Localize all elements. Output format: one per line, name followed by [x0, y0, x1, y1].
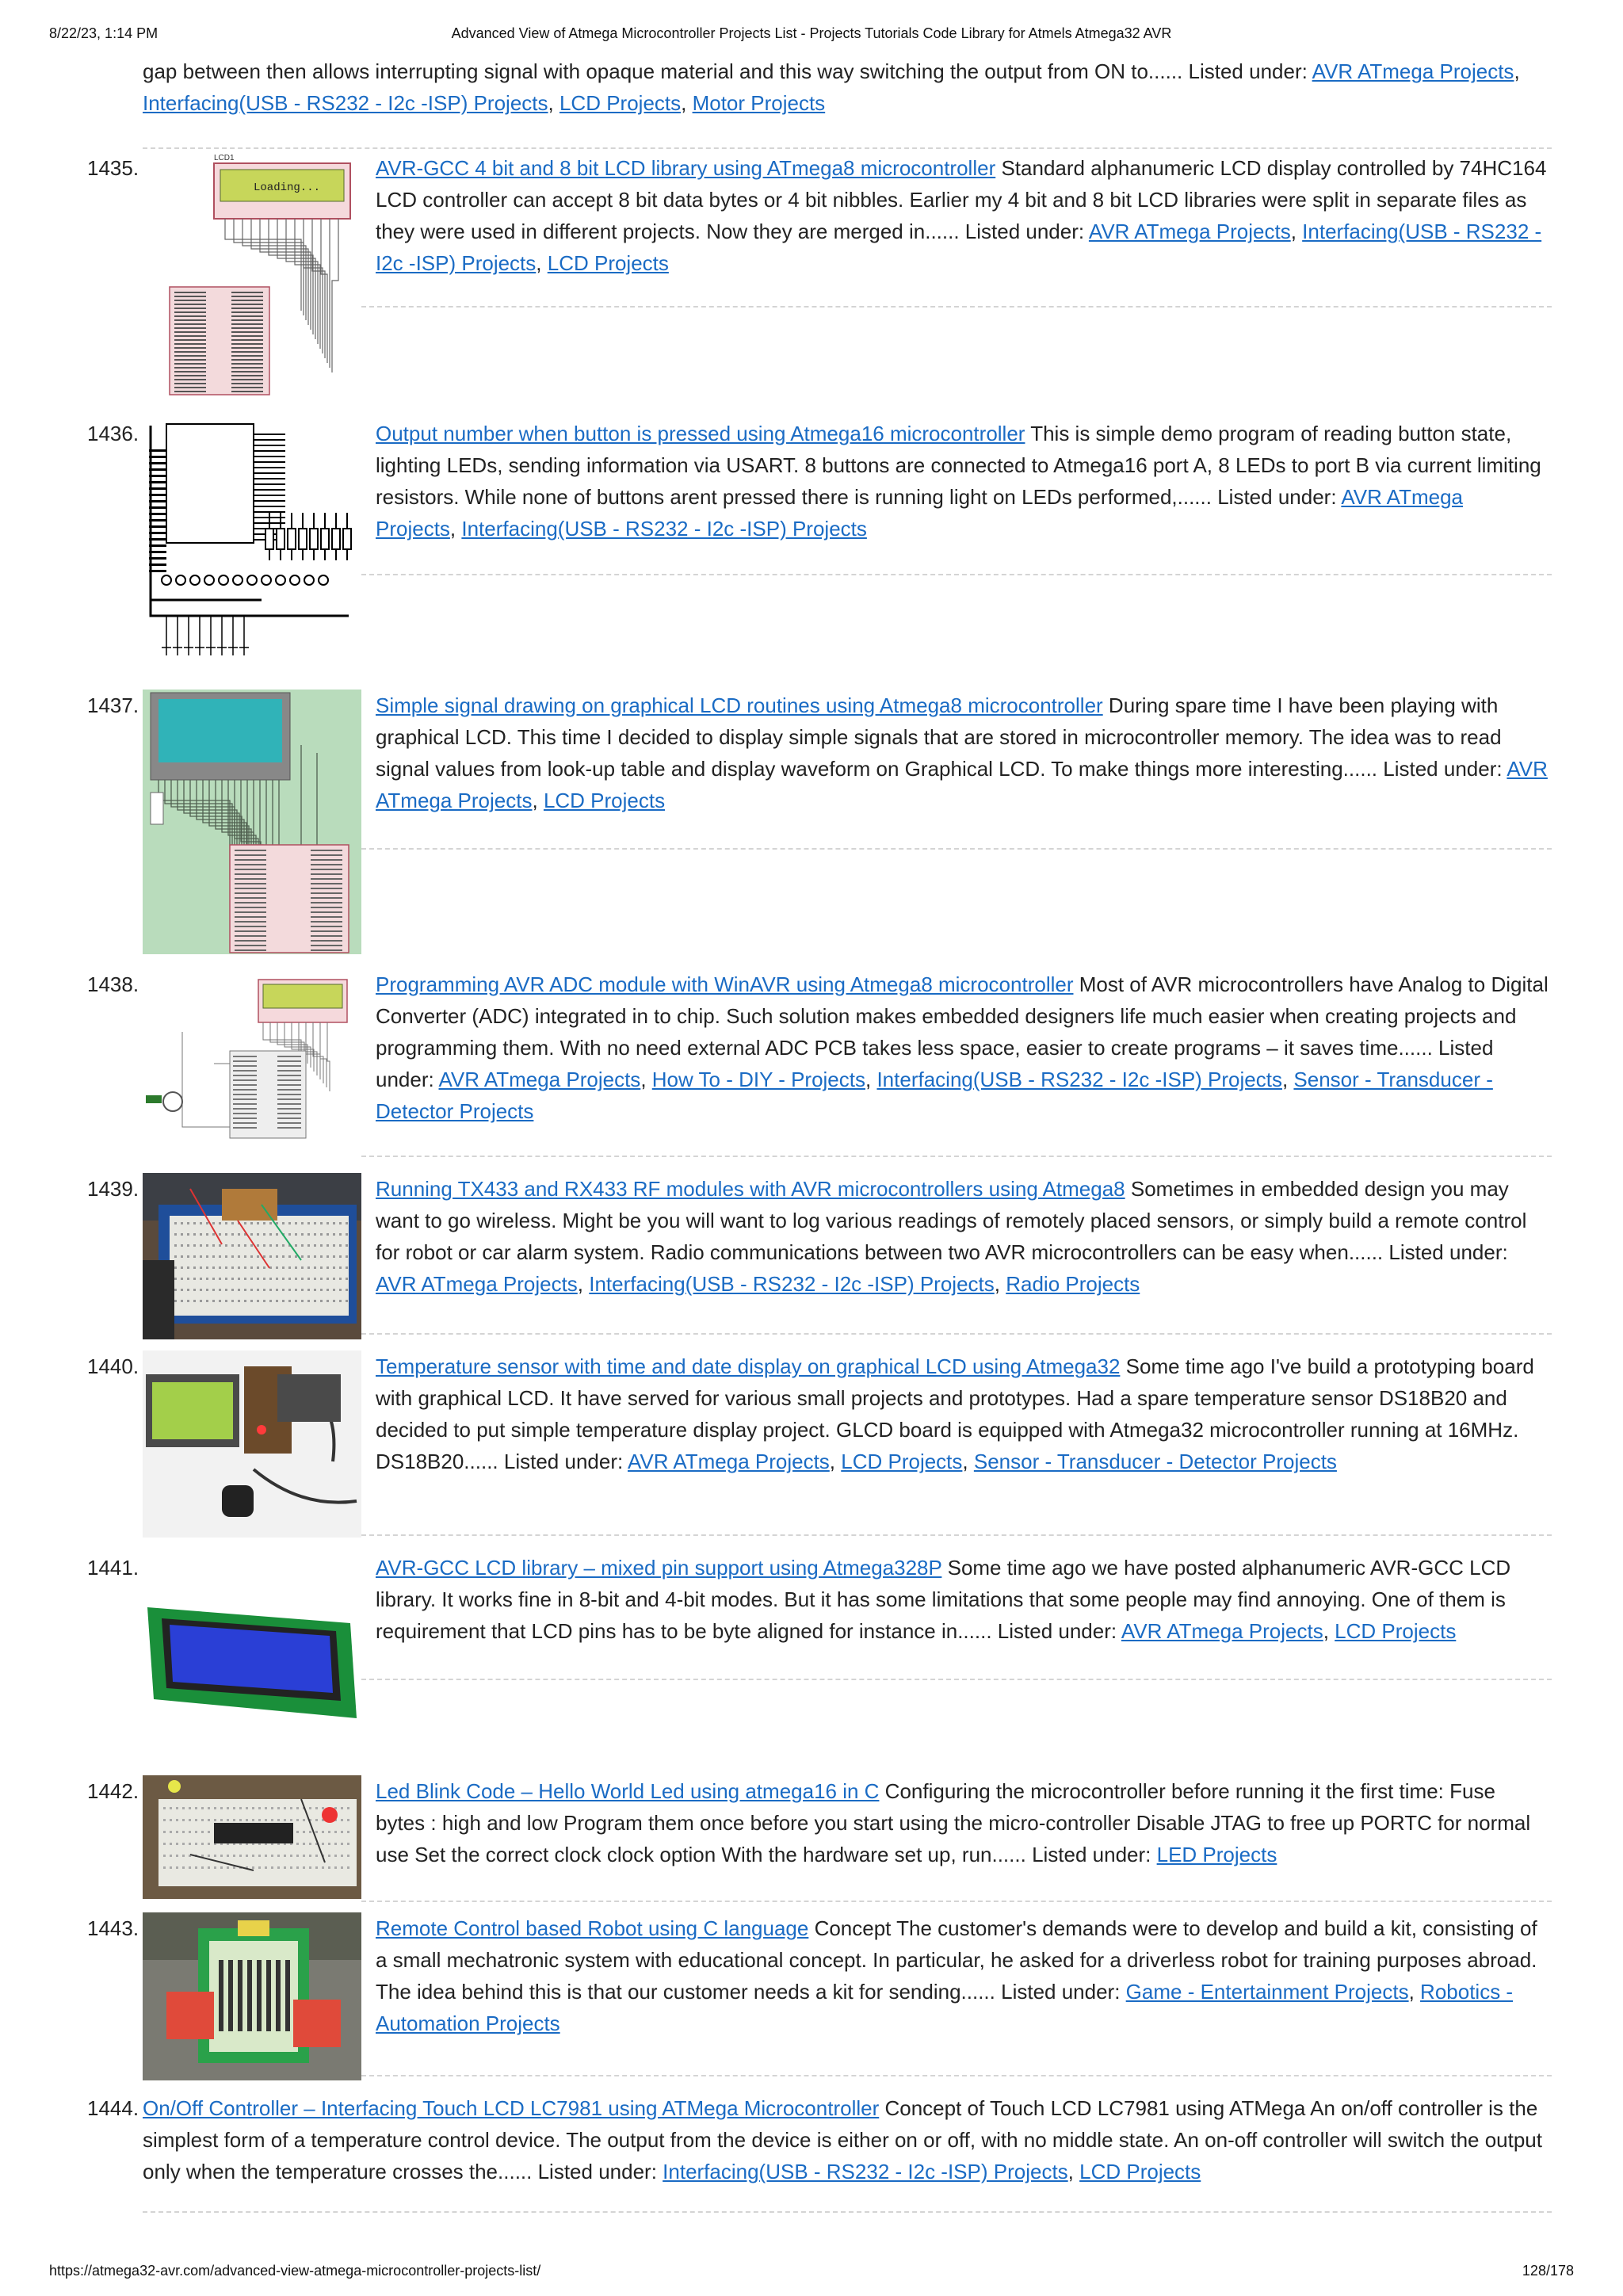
category-list: AVR ATmega Projects, LCD Projects [1121, 1619, 1457, 1643]
entry-number: 1442. [87, 1779, 139, 1803]
category-link[interactable]: Robotics - Automation Projects [376, 1980, 1514, 2035]
print-footer [49, 2263, 1574, 2285]
project-thumbnail[interactable] [143, 1173, 361, 1339]
category-link[interactable]: AVR ATmega Projects [628, 1450, 830, 1473]
entry-body [143, 2092, 1552, 2187]
category-link[interactable]: AVR ATmega Projects [1088, 220, 1291, 243]
category-link[interactable]: Interfacing(USB - RS232 - I2c -ISP) Projects [376, 220, 1542, 275]
project-description: Concept The customer's demands were to develop and build a kit, consisting of a small mechatronic system with educational concept. In particular, he asked for a driverless robot for training purposes abroad. The idea behind this is that our customer needs a kit for sending...... [376, 1916, 1537, 2004]
category-list: AVR ATmega Projects, LCD Projects, Sensor - Transducer - Detector Projects [628, 1450, 1337, 1473]
category-list: Game - Entertainment Projects, Robotics - Automation Projects [376, 1980, 1514, 2035]
category-list: AVR ATmega Projects, Interfacing(USB - RS232 - I2c -ISP) Projects, LCD Projects [376, 220, 1542, 275]
entry-number: 1437. [87, 693, 139, 717]
entry-body [376, 1350, 1549, 1477]
category-link[interactable]: LED Projects [1156, 1843, 1277, 1866]
print-date: 8/22/23, 1:14 PM [49, 25, 158, 41]
entry-number: 1444. [87, 2096, 139, 2120]
category-link[interactable]: LCD Projects [547, 251, 669, 275]
category-link[interactable]: Sensor - Transducer - Detector Projects [376, 1068, 1493, 1123]
entry-number: 1440. [87, 1354, 139, 1378]
listed-under-label: Listed under: [537, 2160, 663, 2183]
divider [361, 306, 1552, 308]
category-link[interactable]: LCD Projects [1079, 2160, 1201, 2183]
category-link[interactable]: AVR ATmega Projects [1312, 59, 1514, 83]
entry-body [376, 1552, 1549, 1647]
page-counter: 128/178 [1522, 2263, 1574, 2279]
project-thumbnail[interactable] [143, 968, 361, 1154]
category-link[interactable]: Radio Projects [1006, 1272, 1140, 1296]
listed-under-label: Listed under: [1217, 485, 1342, 509]
project-description: Configuring the microcontroller before running it the first time: Fuse bytes : high and low Program them once before you start using the micro-controller Disable JTAG to free up PORTC for normal use Set the correct clock clock option With the hardware set up, run...... [376, 1779, 1531, 1866]
entry-number: 1439. [87, 1177, 139, 1201]
category-link[interactable]: How To - DIY - Projects [651, 1068, 865, 1091]
divider [361, 848, 1552, 850]
listed-under-label: Listed under: [1001, 1980, 1126, 2004]
category-list: Interfacing(USB - RS232 - I2c -ISP) Projects, LCD Projects [663, 2160, 1201, 2183]
category-list: AVR ATmega Projects, How To - DIY - Projects, Interfacing(USB - RS232 - I2c -ISP) Projects, Sensor - Transducer - Detector Projects [376, 1068, 1493, 1123]
divider [143, 147, 1552, 149]
entry-number: 1436. [87, 422, 139, 445]
category-list: AVR ATmega Projects, LCD Projects [376, 757, 1548, 812]
listed-under-label: Listed under: [964, 220, 1089, 243]
category-link[interactable]: LCD Projects [841, 1450, 963, 1473]
project-title-link[interactable]: AVR-GCC 4 bit and 8 bit LCD library using ATmega8 microcontroller [376, 156, 996, 180]
category-link[interactable]: Interfacing(USB - RS232 - I2c -ISP) Projects [461, 517, 867, 541]
project-thumbnail[interactable] [143, 1775, 361, 1899]
category-link[interactable]: AVR ATmega Projects [376, 757, 1548, 812]
project-title-link[interactable]: Running TX433 and RX433 RF modules with AVR microcontrollers using Atmega8 [376, 1177, 1125, 1201]
category-link[interactable]: LCD Projects [1335, 1619, 1457, 1643]
entry-body [376, 1912, 1549, 2039]
entry-body [376, 418, 1549, 544]
project-description: Some time ago we have posted alphanumeric AVR-GCC LCD library. It works fine in 8-bit and 4-bit modes. But it has some limitations that some people may find annoying. One of them is requirement that LCD pins has to be byte aligned for instance in...... [376, 1556, 1511, 1643]
project-title-link[interactable]: Temperature sensor with time and date display on graphical LCD using Atmega32 [376, 1354, 1121, 1378]
divider [361, 1534, 1552, 1536]
project-title-link[interactable]: Remote Control based Robot using C language [376, 1916, 809, 1940]
entry-body [376, 152, 1549, 279]
entry-number: 1438. [87, 972, 139, 996]
project-title-link[interactable]: On/Off Controller – Interfacing Touch LCD LC7981 using ATMega Microcontroller [143, 2096, 880, 2120]
print-page-title: Advanced View of Atmega Microcontroller Projects List - Projects Tutorials Code Library for Atmels Atmega32 AVR [451, 25, 1172, 41]
listed-under-label: Listed under: [1188, 59, 1308, 83]
category-link[interactable]: Interfacing(USB - RS232 - I2c -ISP) Projects [876, 1068, 1282, 1091]
listed-under-label: Listed under: [503, 1450, 628, 1473]
project-thumbnail[interactable] [143, 152, 361, 398]
project-title-link[interactable]: Simple signal drawing on graphical LCD routines using Atmega8 microcontroller [376, 693, 1103, 717]
project-description: Most of AVR microcontrollers have Analog to Digital Converter (ADC) integrated in to chip. Such solution makes embedded designers life much easier when creating projects and programming them. With no need external ADC PCB takes less space, easier to create programs – it saves time...... [376, 972, 1549, 1060]
intro-continuation [143, 55, 1553, 119]
entry-body [376, 1173, 1549, 1300]
project-description: Standard alphanumeric LCD display controlled by 74HC164 LCD controller can accept 8 bit data bytes or 4 bit nibbles. Earlier my 4 bit and 8 bit LCD libraries were split in separate files as they were used in different projects. Now they are merged in...... [376, 156, 1547, 243]
category-link[interactable]: Game - Entertainment Projects [1125, 1980, 1409, 2004]
svg-text:Loading...: Loading... [254, 181, 321, 194]
divider [361, 1679, 1552, 1680]
entry-body [376, 1775, 1549, 1870]
category-link[interactable]: AVR ATmega Projects [376, 1272, 578, 1296]
category-list: AVR ATmega Projects, Interfacing(USB - RS232 - I2c -ISP) Projects [376, 485, 1463, 541]
category-link[interactable]: AVR ATmega Projects [376, 485, 1463, 541]
divider [361, 1901, 1552, 1902]
category-list: AVR ATmega Projects, Interfacing(USB - RS232 - I2c -ISP) Projects, Radio Projects [376, 1272, 1140, 1296]
project-thumbnail[interactable] [143, 690, 361, 954]
category-list [1157, 1843, 1277, 1866]
project-thumbnail[interactable] [143, 1912, 361, 2080]
category-link[interactable]: Motor Projects [692, 91, 826, 115]
divider [361, 2075, 1552, 2076]
category-link[interactable]: AVR ATmega Projects [1121, 1619, 1323, 1643]
print-header [49, 25, 1574, 48]
listed-under-label: Listed under: [1383, 757, 1507, 781]
category-link[interactable]: Interfacing(USB - RS232 - I2c -ISP) Projects [663, 2160, 1068, 2183]
project-title-link[interactable]: Programming AVR ADC module with WinAVR using Atmega8 microcontroller [376, 972, 1074, 996]
listed-under-label: Listed under: [997, 1619, 1121, 1643]
entry-number: 1435. [87, 156, 139, 180]
category-link[interactable]: Interfacing(USB - RS232 - I2c -ISP) Projects [589, 1272, 995, 1296]
category-link[interactable]: Sensor - Transducer - Detector Projects [973, 1450, 1337, 1473]
project-thumbnail[interactable] [143, 1350, 361, 1538]
category-list: AVR ATmega Projects, Interfacing(USB - RS232 - I2c -ISP) Projects, LCD Projects, Motor Projects [143, 59, 1520, 115]
entry-number: 1441. [87, 1556, 139, 1580]
print-url: https://atmega32-avr.com/advanced-view-atmega-microcontroller-projects-list/ [49, 2263, 541, 2279]
project-title-link[interactable]: Led Blink Code – Hello World Led using atmega16 in C [376, 1779, 880, 1803]
entry-number: 1443. [87, 1916, 139, 1940]
project-thumbnail[interactable] [143, 1599, 361, 1726]
project-description: This is simple demo program of reading button state, lighting LEDs, sending information via USART. 8 buttons are connected to Atmega16 port A, 8 LEDs to port B via current limiting resistors. While none of buttons arent pressed there is running light on LEDs performed,...... [376, 422, 1541, 509]
project-description: Concept of Touch LCD LC7981 using ATMega An on/off controller is the simplest form of a temperature control device. The output from the device is either on or off, with no middle state. An on-off controller will switch the output only when the temperature crosses the...... [143, 2096, 1542, 2183]
entry-body [376, 690, 1549, 816]
project-title-link[interactable]: AVR-GCC LCD library – mixed pin support using Atmega328P [376, 1556, 942, 1580]
project-description: During spare time I have been playing with graphical LCD. This time I decided to display simple signals that are stored in microcontroller memory. The idea was to read signal values from look-up table and display waveform on Graphical LCD. To make things more interesting...... [376, 693, 1502, 781]
divider [143, 2211, 1552, 2213]
entry-body [376, 968, 1549, 1127]
project-thumbnail[interactable] [143, 418, 361, 663]
project-description: Sometimes in embedded design you may want to go wireless. Might be you will want to log various readings of remotely placed sensors, or simply build a remote control for robot or car alarm system. Radio communications between two AVR microcontrollers can be easy when...... Listed under: [376, 1177, 1527, 1264]
divider [361, 1156, 1552, 1157]
svg-text:LCD1: LCD1 [214, 154, 235, 162]
divider [361, 574, 1552, 575]
category-link[interactable]: Interfacing(USB - RS232 - I2c -ISP) Projects [143, 91, 548, 115]
category-link[interactable]: AVR ATmega Projects [438, 1068, 641, 1091]
project-title-link[interactable]: Output number when button is pressed using Atmega16 microcontroller [376, 422, 1025, 445]
category-link[interactable]: LCD Projects [559, 91, 682, 115]
category-link[interactable]: LCD Projects [543, 789, 666, 812]
listed-under-label: Listed under: [376, 1036, 1494, 1091]
listed-under-label: Listed under: [1032, 1843, 1157, 1866]
divider [361, 1333, 1552, 1335]
project-description: Some time ago I've build a prototyping board with graphical LCD. It have served for various small projects and prototypes. Had a spare temperature sensor DS18B20 and decided to put simple temperature display project. GLCD board is equipped with Atmega32 microcontroller running at 16MHz. DS18B20...... [376, 1354, 1534, 1473]
intro-text: gap between then allows interrupting signal with opaque material and this way switching the output from ON to...... [143, 59, 1183, 83]
